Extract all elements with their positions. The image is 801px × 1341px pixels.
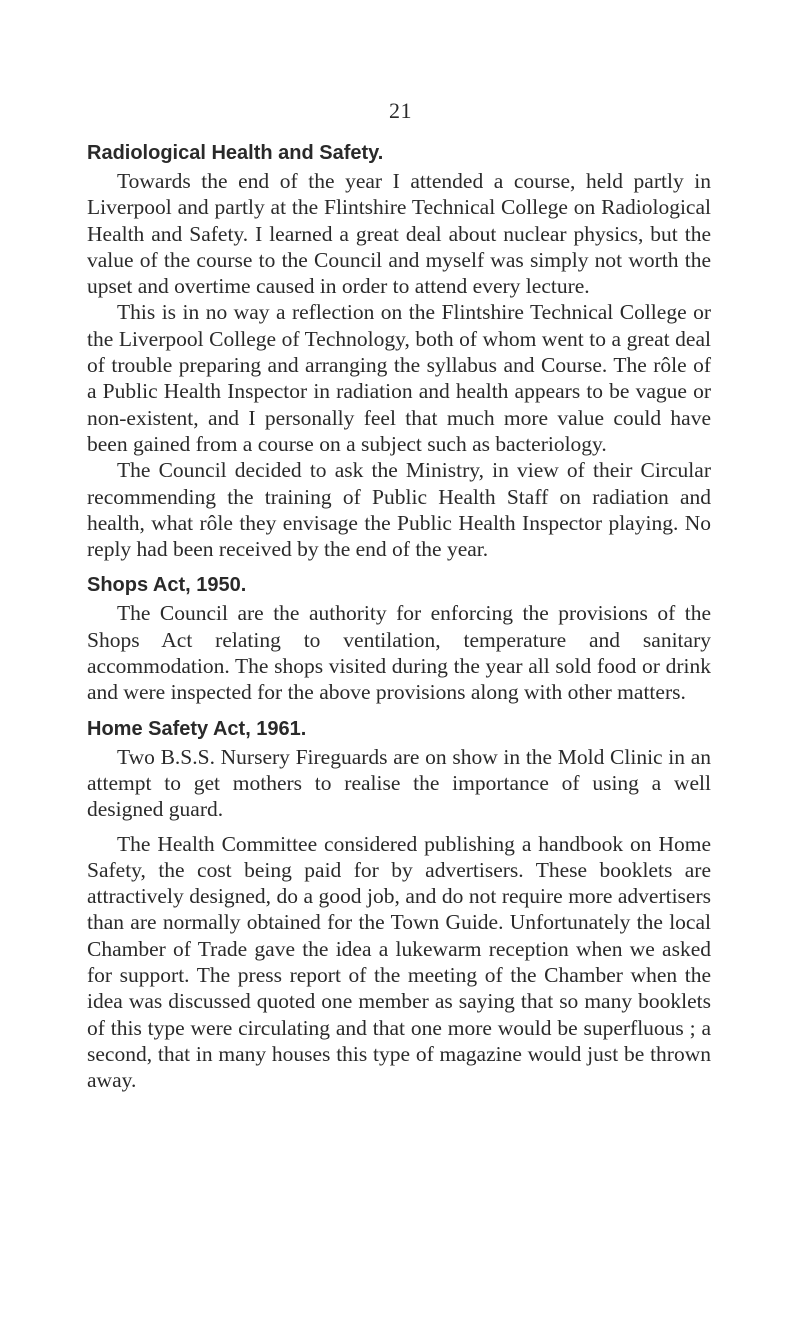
paragraph: The Health Committee considered publishing a handbook on Home Safety, the cost being paid for by advertisers. These booklets are attractively designed, do a good job, and do not require more advertisers than are normally obtained for the Town Guide. Unfortunately the local Chamber of Trade gave the idea a lukewarm reception when we asked for support. The press report of the meeting of the Chamber when the idea was discussed quoted one member as saying that so many booklets of this type were circulating and that one more would be superfluous ; a second, that in many houses this type of magazine would just be thrown away.	[87, 831, 711, 1093]
section-shops-act	[87, 570, 711, 705]
paragraph: This is in no way a reflection on the Flintshire Technical College or the Liverpool College of Technology, both of whom went to a great deal of trouble preparing and arranging the syllabus and Course. The rôle of a Public Health Inspector in radiation and health appears to be vague or non-existent, and I personally feel that much more value could have been gained from a course on a subject such as bacteriology.	[87, 300, 711, 456]
paragraph: Two B.S.S. Nursery Fireguards are on show in the Mold Clinic in an attempt to get mothers to realise the importance of using a well designed guard.	[87, 744, 711, 822]
section-home-safety-act	[87, 714, 711, 1094]
section-heading: Radiological Health and Safety.	[87, 142, 384, 164]
section-heading: Shops Act, 1950.	[87, 574, 247, 597]
page-number: 21	[389, 98, 412, 123]
paragraph: Towards the end of the year I attended a course, held partly in Liverpool and partly at the Flintshire Technical College on Radiological Health and Safety. I learned a great deal about nuclear physics, but the value of the course to the Council and myself was simply not worth the upset and overtime caused in order to attend every lecture.	[87, 169, 711, 299]
section-heading: Home Safety Act, 1961.	[87, 717, 307, 740]
document-body	[87, 138, 711, 1094]
paragraph: The Council are the authority for enforcing the provisions of the Shops Act relating to ventilation, temperature and sanitary accommodation. The shops visited during the year all sold food or drink and were inspected for the above provisions along with other matters.	[87, 601, 711, 705]
section-radiological-health	[87, 138, 711, 562]
paragraph: The Council decided to ask the Ministry, in view of their Circular recommending the training of Public Health Staff on radiation and health, what rôle they envisage the Public Health Inspector playing. No reply had been received by the end of the year.	[87, 458, 711, 562]
